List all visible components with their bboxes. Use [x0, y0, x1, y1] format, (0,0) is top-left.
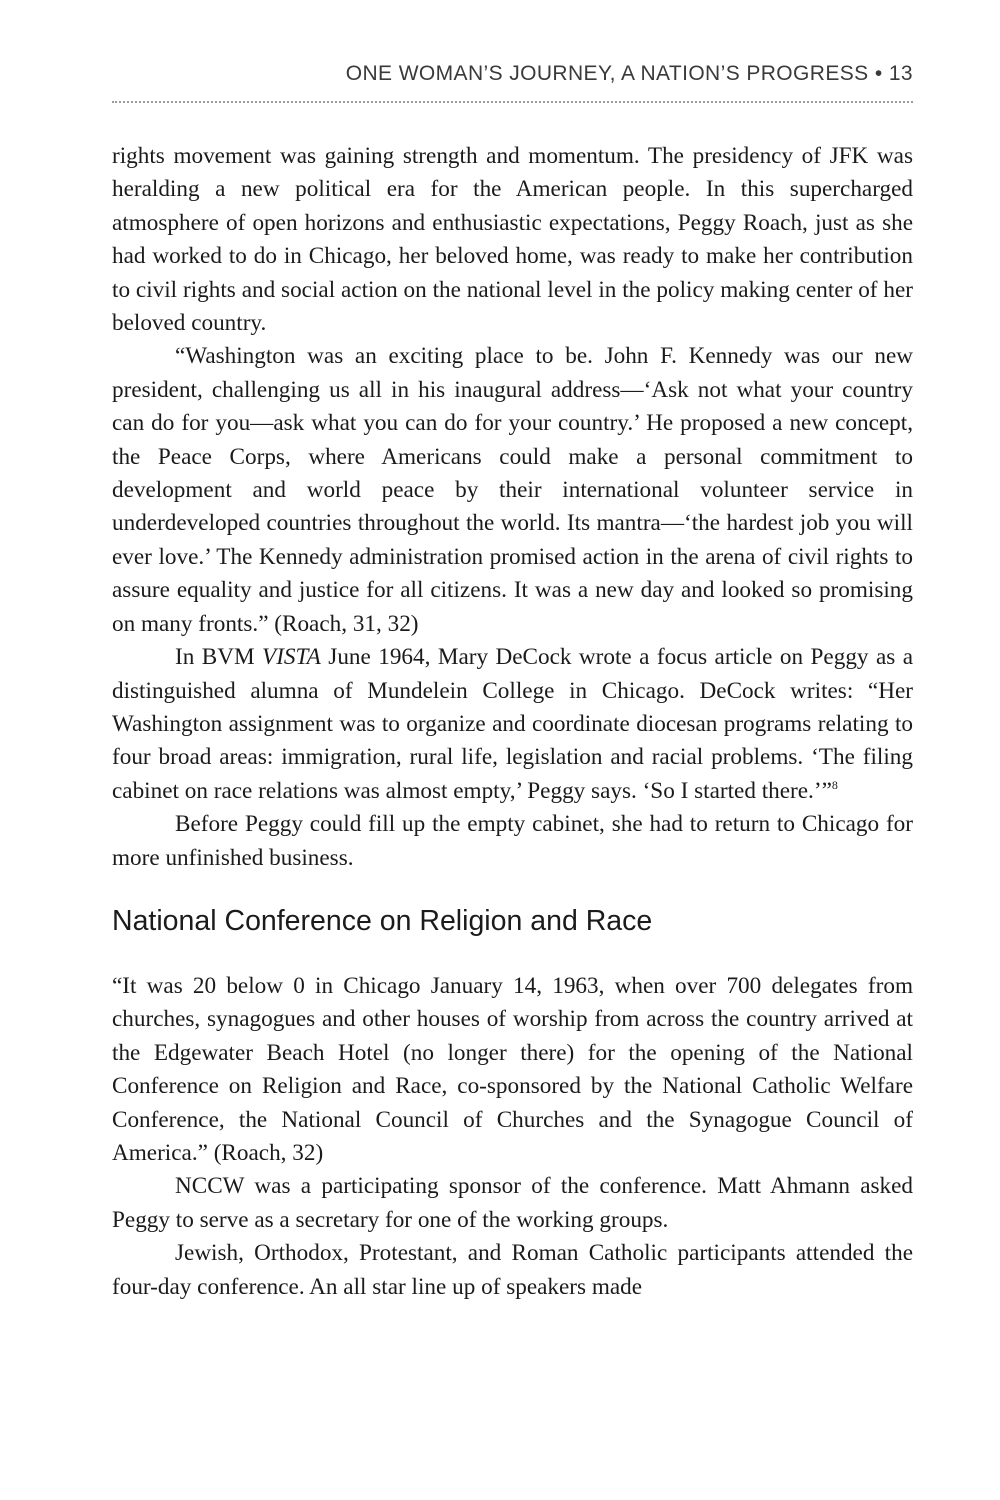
paragraph-3 — [112, 641, 913, 808]
paragraph-5: “It was 20 below 0 in Chicago January 14, 1963, when over 700 delegates from churches, synagogues and other houses of worship from across the country arrived at the Edgewater Beach Hotel (no longer there) for the opening of the National Conference on Religion and Race, co-sponsored by the National Catholic Welfare Conference, the National Council of Churches and the Synagogue Council of America.” (Roach, 32) — [112, 972, 913, 1166]
paragraph-1: rights movement was gaining strength and momentum. The presidency of JFK was heralding a new political era for the American people. In this supercharged atmosphere of open horizons and enthusiastic expectations, Peggy Roach, just as she had worked to do in Chicago, her beloved home, was ready to make her contribution to civil rights and social action on the national level in the policy making center of her beloved country. — [112, 143, 913, 337]
running-header — [346, 62, 913, 86]
body-text — [112, 140, 913, 1304]
paragraph-2: “Washington was an exciting place to be. John F. Kennedy was our new president, challenging us all in his inaugural address—‘Ask not what your country can do for you—ask what you can do for your country.’ He proposed a new concept, the Peace Corps, where Americans could make a personal commitment to development and world peace by their international volunteer service in underdeveloped countries throughout the world. Its mantra—‘the hardest job you will ever love.’ The Kennedy administration promised action in the arena of civil rights to assure equality and justice for all citizens. It was a new day and looked so promising on many fronts.” (Roach, 31, 32) — [112, 343, 913, 637]
paragraph-4: Before Peggy could fill up the empty cabinet, she had to return to Chicago for more unfinished business. — [112, 811, 913, 871]
paragraph-3-text-a: In BVM — [175, 644, 263, 671]
paragraph-3-italic-vista: VISTA — [262, 644, 321, 671]
book-page — [112, 0, 913, 1500]
header-dotted-rule — [112, 101, 913, 103]
footnote-marker: 8 — [831, 777, 838, 792]
page-number: 13 — [888, 62, 913, 85]
header-separator: • — [874, 62, 883, 85]
paragraph-7: Jewish, Orthodox, Protestant, and Roman Catholic participants attended the four-day conference. An all star line up of speakers made — [112, 1240, 913, 1300]
paragraph-6: NCCW was a participating sponsor of the conference. Matt Ahmann asked Peggy to serve as a secretary for one of the working groups. — [112, 1173, 913, 1233]
paragraph-3-text-b: June 1964, Mary DeCock wrote a focus article on Peggy as a distinguished alumna of Mundelein College in Chicago. DeCock writes: “Her Washington assignment was to organize and coordinate diocesan programs relating to four broad areas: immigration, rural life, legislation and racial problems. ‘The filing cabinet on race relations was almost empty,’ Peggy says. ‘So I started there.’” — [112, 644, 913, 804]
section-heading: National Conference on Religion and Race — [112, 904, 653, 937]
running-title: ONE WOMAN’S JOURNEY, A NATION’S PROGRESS — [345, 62, 869, 85]
